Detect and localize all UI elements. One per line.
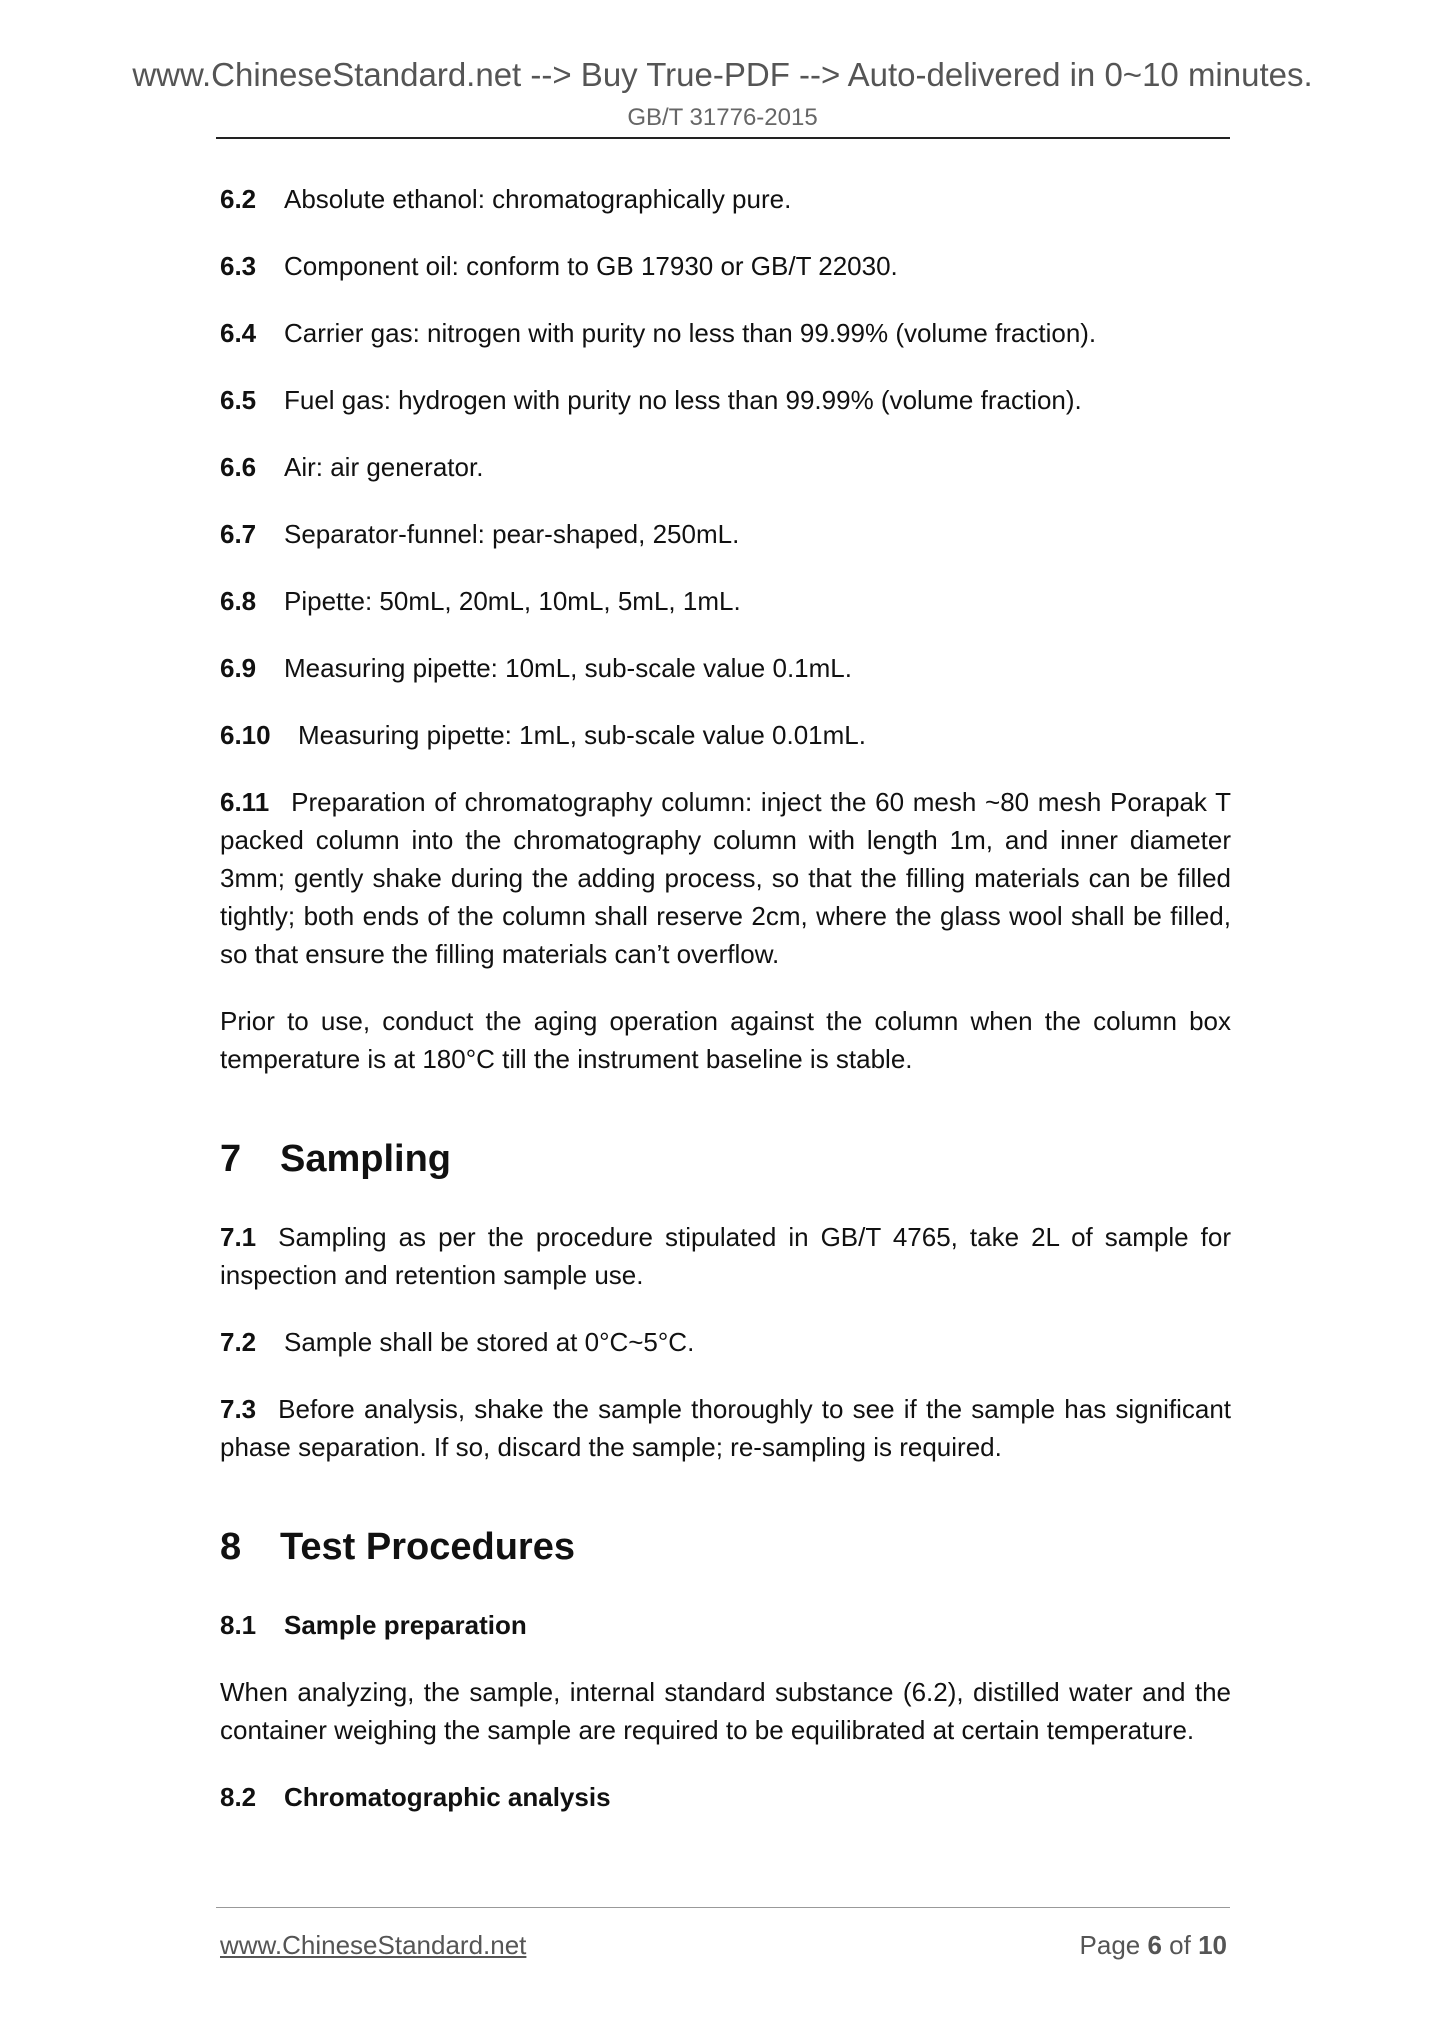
clause-text: Preparation of chromatography column: inject the 60 mesh ~80 mesh Porapak T packed column into the chromatography column with length 1m, and inner diameter 3mm; gently shake during the adding process, so that the filling materials can be filled tightly; both ends of the column shall reserve 2cm, where the glass wool shall be filled, so that ensure the filling materials can’t overflow.	[220, 787, 1231, 969]
section-title: Sampling	[280, 1138, 452, 1180]
clause-6-2	[220, 180, 1231, 218]
document-body	[220, 180, 1231, 1845]
clause-text: Measuring pipette: 10mL, sub-scale value 0.1mL.	[284, 653, 852, 683]
top-banner: www.ChineseStandard.net --> Buy True-PDF --> Auto-delivered in 0~10 minutes.	[132, 56, 1313, 93]
clause-6-5	[220, 381, 1231, 419]
clause-number: 8.2	[220, 1782, 257, 1812]
clause-6-11	[220, 783, 1231, 973]
clause-number: 6.7	[220, 519, 257, 549]
section-8-heading	[220, 1524, 1231, 1570]
clause-number: 6.6	[220, 452, 257, 482]
subsection-title: Chromatographic analysis	[284, 1782, 611, 1812]
clause-6-9	[220, 649, 1231, 687]
clause-6-3	[220, 247, 1231, 285]
clause-number: 7.3	[220, 1394, 257, 1424]
clause-number: 6.5	[220, 385, 257, 415]
sample-preparation-text: When analyzing, the sample, internal standard substance (6.2), distilled water and the container weighing the sample are required to be equilibrated at certain temperature.	[220, 1677, 1231, 1745]
footer-website-link[interactable]: www.ChineseStandard.net	[220, 1930, 527, 1960]
footer-divider	[216, 1907, 1230, 1908]
clause-number: 6.2	[220, 184, 257, 214]
clause-text: Measuring pipette: 1mL, sub-scale value 0.01mL.	[298, 720, 866, 750]
clause-6-10	[220, 716, 1231, 754]
clause-number: 8.1	[220, 1610, 257, 1640]
clause-6-7	[220, 515, 1231, 553]
clause-number: 6.8	[220, 586, 257, 616]
section-7-heading	[220, 1136, 1231, 1182]
subsection-title: Sample preparation	[284, 1610, 527, 1640]
clause-number: 6.10	[220, 720, 271, 750]
clause-text: Fuel gas: hydrogen with purity no less than 99.99% (volume fraction).	[284, 385, 1082, 415]
document-id: GB/T 31776-2015	[627, 104, 818, 131]
page-current: 6	[1147, 1930, 1162, 1960]
clause-7-1	[220, 1218, 1231, 1294]
header-divider	[216, 137, 1230, 139]
page-total: 10	[1198, 1930, 1227, 1960]
clause-number: 6.11	[220, 787, 270, 817]
clause-6-8	[220, 582, 1231, 620]
clause-6-6	[220, 448, 1231, 486]
page-indicator	[1080, 1930, 1227, 1961]
page-of: of	[1161, 1930, 1199, 1960]
section-number: 8	[220, 1526, 242, 1568]
clause-text: Separator-funnel: pear-shaped, 250mL.	[284, 519, 740, 549]
clause-8-1-heading	[220, 1606, 1231, 1644]
clause-number: 6.4	[220, 318, 257, 348]
clause-text: Pipette: 50mL, 20mL, 10mL, 5mL, 1mL.	[284, 586, 741, 616]
clause-text: Air: air generator.	[284, 452, 484, 482]
clause-7-3	[220, 1390, 1231, 1466]
section-number: 7	[220, 1138, 242, 1180]
clause-number: 7.2	[220, 1327, 257, 1357]
clause-number: 7.1	[220, 1222, 257, 1252]
clause-text: Absolute ethanol: chromatographically pure.	[284, 184, 792, 214]
clause-number: 6.3	[220, 251, 257, 281]
section-title: Test Procedures	[280, 1526, 575, 1568]
clause-text: Carrier gas: nitrogen with purity no less than 99.99% (volume fraction).	[284, 318, 1097, 348]
clause-text: Sample shall be stored at 0°C~5°C.	[284, 1327, 695, 1357]
clause-7-2	[220, 1323, 1231, 1361]
clause-text: Component oil: conform to GB 17930 or GB/T 22030.	[284, 251, 898, 281]
clause-text: Before analysis, shake the sample thoroughly to see if the sample has significant phase separation. If so, discard the sample; re-sampling is required.	[220, 1394, 1231, 1462]
clause-6-4	[220, 314, 1231, 352]
aging-paragraph: Prior to use, conduct the aging operation against the column when the column box temperature is at 180°C till the instrument baseline is stable.	[220, 1006, 1231, 1074]
clause-text: Sampling as per the procedure stipulated in GB/T 4765, take 2L of sample for inspection and retention sample use.	[220, 1222, 1231, 1290]
clause-8-2-heading	[220, 1778, 1231, 1816]
clause-number: 6.9	[220, 653, 257, 683]
page-prefix: Page	[1079, 1930, 1148, 1960]
